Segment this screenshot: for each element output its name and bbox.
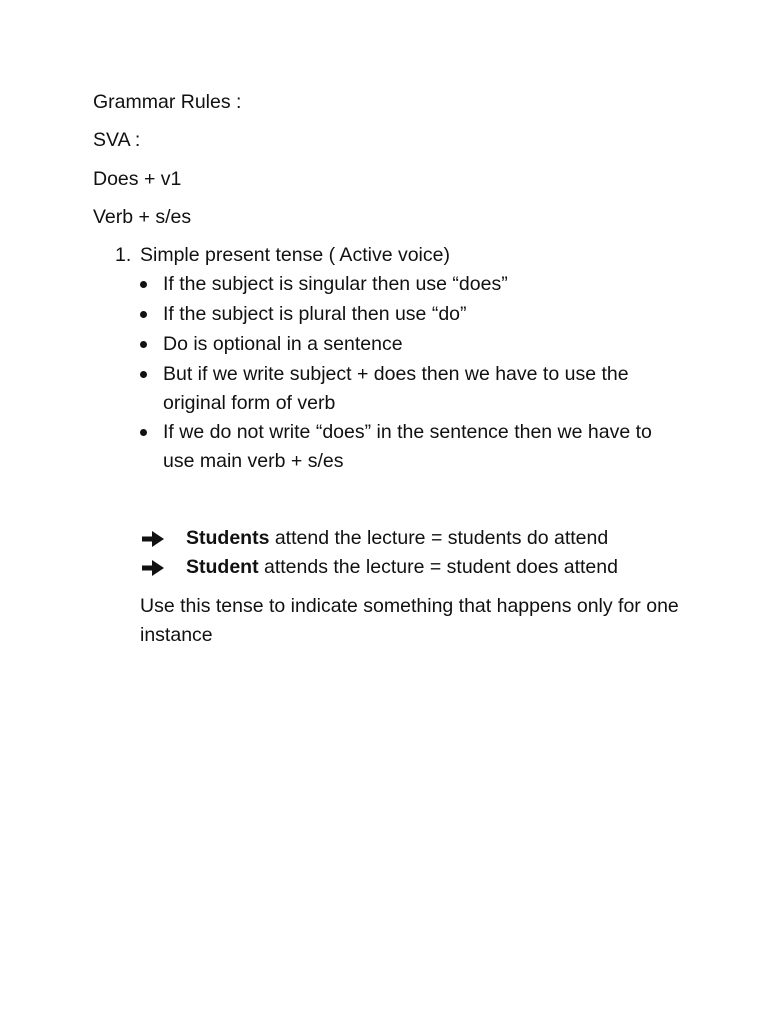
- bullet-icon: [140, 429, 147, 436]
- bullet-icon: [140, 311, 147, 318]
- example-line: [186, 524, 608, 553]
- bullet-icon: [140, 341, 147, 348]
- bullet-item: If we do not write “does” in the sentence then we have to use main verb + s/es: [163, 421, 652, 472]
- arrow-right-icon: [142, 560, 164, 576]
- list-number: 1.: [115, 244, 132, 266]
- rule-verb-s-es: Verb + s/es: [93, 206, 192, 228]
- bullet-item: If the subject is singular then use “does”: [163, 273, 508, 295]
- usage-note: Use this tense to indicate something that happens only for one instance: [140, 595, 679, 646]
- bullet-item: If the subject is plural then use “do”: [163, 303, 467, 325]
- bullet-icon: [140, 281, 147, 288]
- numbered-item-title: Simple present tense ( Active voice): [140, 244, 450, 266]
- example-text: attends the lecture = student does attend: [258, 556, 618, 578]
- heading-grammar-rules: Grammar Rules :: [93, 91, 242, 113]
- example-line: [186, 553, 618, 582]
- bullet-icon: [140, 371, 147, 378]
- example-subject: Student: [186, 556, 259, 578]
- heading-sva: SVA :: [93, 129, 141, 151]
- arrow-right-icon: [142, 531, 164, 547]
- example-subject: Students: [186, 527, 270, 549]
- bullet-item: But if we write subject + does then we have to use the original form of verb: [163, 363, 629, 414]
- rule-does-v1: Does + v1: [93, 168, 182, 190]
- example-text: attend the lecture = students do attend: [269, 527, 609, 549]
- bullet-item: Do is optional in a sentence: [163, 333, 403, 355]
